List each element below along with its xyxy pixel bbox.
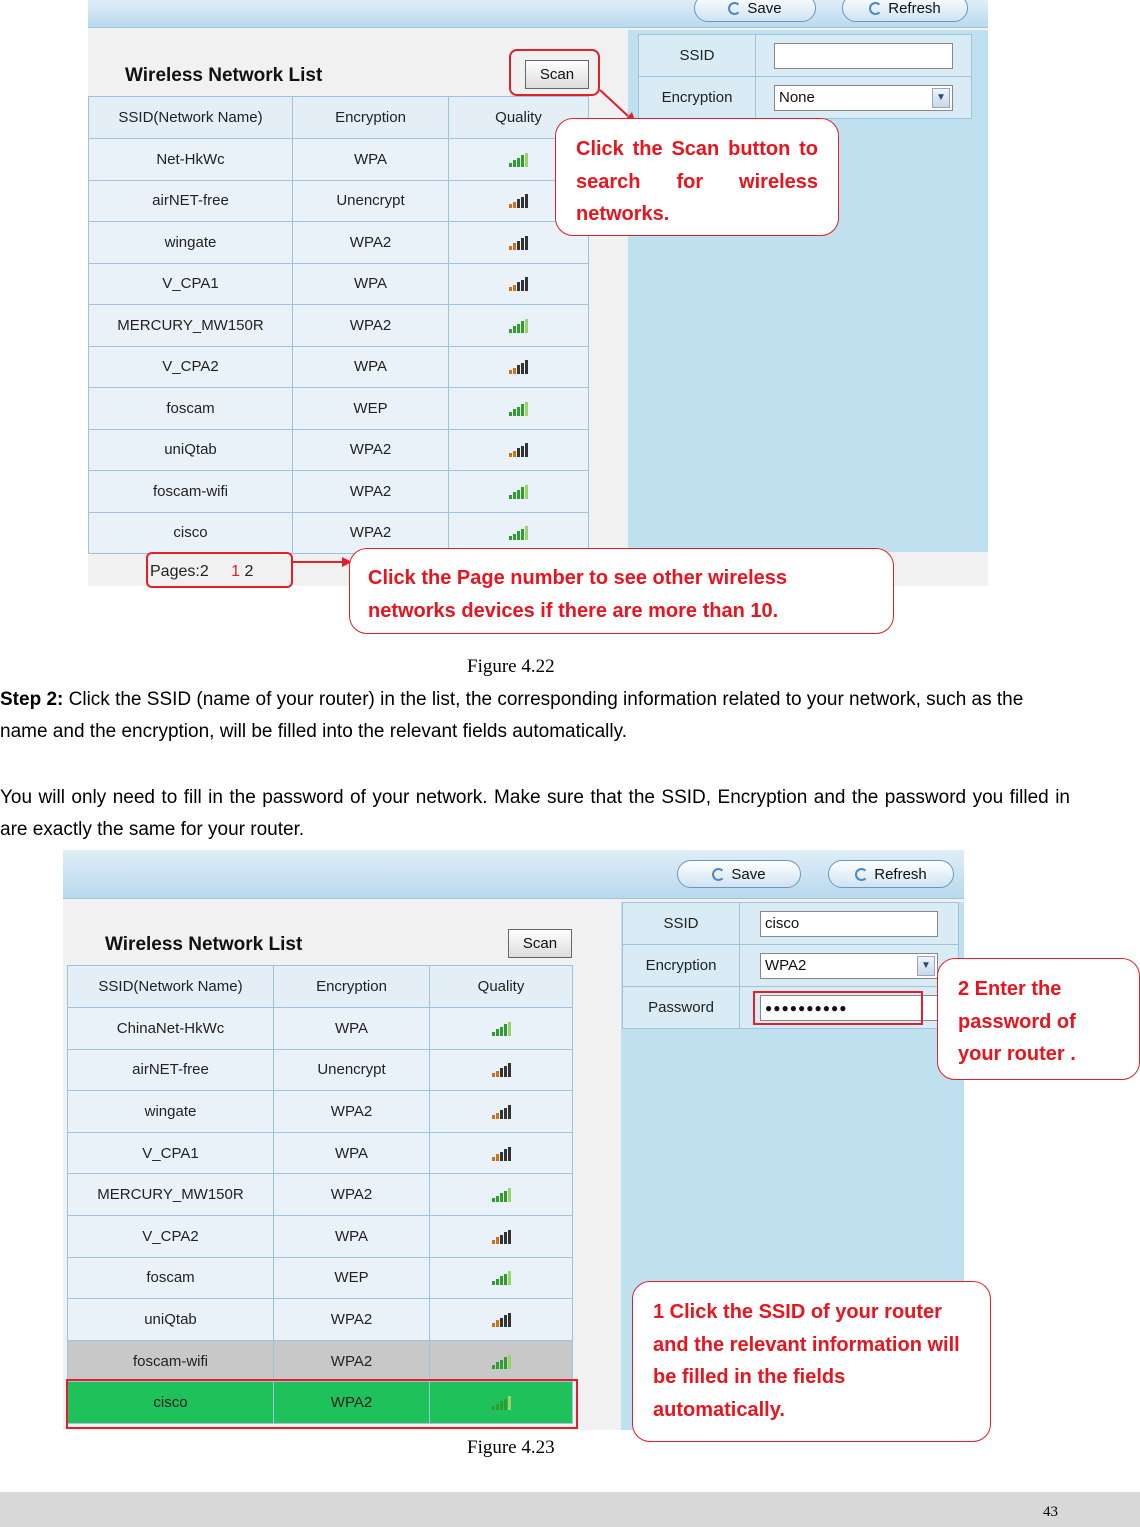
refresh-button[interactable]: Refresh <box>828 860 954 888</box>
encryption-cell: WPA <box>274 1132 430 1174</box>
signal-bar <box>492 1032 495 1036</box>
page-number: 43 <box>1043 1504 1058 1520</box>
encryption-cell: WPA2 <box>293 429 449 471</box>
page-link-2[interactable]: 2 <box>244 563 254 580</box>
signal-bar <box>496 1279 499 1286</box>
signal-bar <box>496 1113 499 1120</box>
ssid-cell[interactable]: V_CPA1 <box>68 1132 274 1174</box>
quality-cell <box>430 1257 573 1299</box>
ssid-cell[interactable]: foscam-wifi <box>89 471 293 513</box>
quality-cell <box>430 1049 573 1091</box>
signal-bar <box>504 1191 507 1203</box>
ssid-cell[interactable]: MERCURY_MW150R <box>89 305 293 347</box>
quality-cell <box>430 1091 573 1133</box>
column-header-encryption: Encryption <box>274 966 430 1008</box>
ssid-cell[interactable]: foscam <box>89 388 293 430</box>
encryption-label: Encryption <box>623 945 740 987</box>
quality-cell <box>430 1008 573 1050</box>
quality-cell <box>430 1132 573 1174</box>
encryption-cell: WPA2 <box>274 1340 430 1382</box>
signal-strength-icon <box>492 1063 511 1077</box>
encryption-cell: WEP <box>274 1257 430 1299</box>
ssid-cell[interactable]: MERCURY_MW150R <box>68 1174 274 1216</box>
chevron-down-icon: ▼ <box>932 88 950 108</box>
table-row[interactable] <box>68 1049 573 1091</box>
encryption-select[interactable] <box>760 953 938 979</box>
scan-button[interactable]: Scan <box>508 929 572 958</box>
encryption-cell: WPA2 <box>293 222 449 264</box>
signal-bar <box>504 1024 507 1036</box>
signal-strength-icon <box>492 1105 511 1119</box>
encryption-cell: WPA2 <box>293 512 449 554</box>
network-table <box>67 965 573 1424</box>
password-highlight-box <box>753 991 923 1025</box>
ssid-cell[interactable]: foscam <box>68 1257 274 1299</box>
callout-scan: Click the Scan button to search for wireless networks. <box>555 118 839 236</box>
pages-label: Pages:2 <box>150 563 209 580</box>
signal-strength-icon <box>492 1271 511 1285</box>
signal-bar <box>492 1198 495 1202</box>
encryption-cell: WEP <box>293 388 449 430</box>
save-icon <box>712 868 725 881</box>
table-row[interactable] <box>68 1008 573 1050</box>
signal-bar <box>500 1110 503 1119</box>
ssid-cell[interactable]: airNET-free <box>68 1049 274 1091</box>
encryption-cell: WPA2 <box>274 1091 430 1133</box>
ssid-cell[interactable]: uniQtab <box>68 1299 274 1341</box>
encryption-cell: WPA2 <box>274 1299 430 1341</box>
signal-bar <box>504 1357 507 1369</box>
quality-cell <box>430 1174 573 1216</box>
signal-strength-icon <box>492 1147 511 1161</box>
encryption-cell: WPA2 <box>274 1382 430 1424</box>
page-footer-bar <box>0 1492 1140 1527</box>
ssid-cell[interactable]: Net-HkWc <box>89 139 293 181</box>
signal-bar <box>500 1027 503 1036</box>
encryption-cell: WPA2 <box>293 471 449 513</box>
signal-bar <box>496 1237 499 1244</box>
toolbar <box>63 850 964 899</box>
signal-bar <box>492 1157 495 1161</box>
ssid-label: SSID <box>639 35 756 77</box>
quality-cell <box>430 1299 573 1341</box>
quality-cell <box>430 1215 573 1257</box>
signal-bar <box>508 1271 511 1285</box>
column-header-quality: Quality <box>449 97 589 139</box>
encryption-cell: WPA <box>293 263 449 305</box>
signal-bar <box>508 1313 511 1327</box>
figure-caption-4-22: Figure 4.22 <box>467 656 555 677</box>
signal-bar <box>492 1323 495 1327</box>
password-paragraph: You will only need to fill in the password of your network. Make sure that the SSID, Encryption and the password you filled in are exactly the same for your router. <box>0 787 1070 840</box>
table-row[interactable] <box>68 1215 573 1257</box>
signal-bar <box>504 1066 507 1078</box>
signal-bar <box>500 1193 503 1202</box>
signal-bar <box>504 1149 507 1161</box>
signal-bar <box>496 1362 499 1369</box>
ssid-cell[interactable]: airNET-free <box>89 180 293 222</box>
ssid-label: SSID <box>623 903 740 945</box>
ssid-cell[interactable]: foscam-wifi <box>68 1340 274 1382</box>
column-header-ssid: SSID(Network Name) <box>68 966 274 1008</box>
signal-strength-icon <box>492 1313 511 1327</box>
signal-strength-icon <box>492 1022 511 1036</box>
signal-bar <box>500 1068 503 1077</box>
table-row[interactable] <box>68 1299 573 1341</box>
ssid-cell[interactable]: wingate <box>89 222 293 264</box>
signal-bar <box>500 1235 503 1244</box>
chevron-down-icon: ▼ <box>917 956 935 976</box>
encryption-value: None <box>779 88 815 106</box>
encryption-cell: Unencrypt <box>293 180 449 222</box>
signal-bar <box>496 1071 499 1078</box>
table-row[interactable] <box>68 1340 573 1382</box>
ssid-cell[interactable]: V_CPA1 <box>89 263 293 305</box>
table-row[interactable] <box>68 1091 573 1133</box>
signal-bar <box>508 1147 511 1161</box>
signal-bar <box>504 1232 507 1244</box>
ssid-cell[interactable]: V_CPA2 <box>89 346 293 388</box>
signal-bar <box>492 1365 495 1369</box>
step2-text: Click the SSID (name of your router) in the list, the corresponding information related to your network, such as the name and the encryption, will be filled into the relevant fields automatically. <box>0 689 1024 742</box>
signal-bar <box>496 1320 499 1327</box>
refresh-button[interactable]: Refresh <box>842 0 968 22</box>
signal-bar <box>500 1276 503 1285</box>
encryption-cell: WPA <box>293 139 449 181</box>
signal-bar <box>500 1152 503 1161</box>
signal-bar <box>508 1355 511 1369</box>
cisco-row-highlight-box <box>66 1379 578 1429</box>
page-link-1[interactable]: 1 <box>231 563 241 580</box>
callout-ssid: 1 Click the SSID of your router and the relevant information will be filled in the fields automatically. <box>632 1281 991 1442</box>
scan-button[interactable]: Scan <box>525 60 589 89</box>
ssid-cell[interactable]: uniQtab <box>89 429 293 471</box>
ssid-cell[interactable]: V_CPA2 <box>68 1215 274 1257</box>
signal-bar <box>496 1154 499 1161</box>
list-title: Wireless Network List <box>105 934 303 955</box>
signal-bar <box>492 1073 495 1077</box>
column-header-encryption: Encryption <box>293 97 449 139</box>
signal-bar <box>496 1029 499 1036</box>
signal-bar <box>504 1274 507 1286</box>
encryption-cell: WPA <box>274 1215 430 1257</box>
list-title: Wireless Network List <box>125 65 323 86</box>
encryption-label: Encryption <box>639 77 756 119</box>
encryption-cell: Unencrypt <box>274 1049 430 1091</box>
ssid-cell[interactable]: wingate <box>68 1091 274 1133</box>
signal-bar <box>492 1240 495 1244</box>
encryption-cell: WPA2 <box>293 305 449 347</box>
signal-bar <box>504 1315 507 1327</box>
column-header-quality: Quality <box>430 966 573 1008</box>
encryption-value: WPA2 <box>765 956 807 974</box>
callout-password: 2 Enter the password of your router . <box>937 958 1140 1080</box>
column-header-ssid: SSID(Network Name) <box>89 97 293 139</box>
ssid-input[interactable]: cisco <box>760 911 938 937</box>
callout-pages: Click the Page number to see other wireless networks devices if there are more than 10. <box>349 548 894 634</box>
signal-bar <box>496 1196 499 1203</box>
signal-bar <box>508 1188 511 1202</box>
signal-strength-icon <box>492 1355 511 1369</box>
signal-bar <box>508 1230 511 1244</box>
table-row[interactable] <box>68 1174 573 1216</box>
signal-bar <box>492 1281 495 1285</box>
step2-lead: Step 2: <box>0 689 64 710</box>
signal-bar <box>508 1105 511 1119</box>
quality-cell <box>430 1340 573 1382</box>
signal-bar <box>500 1360 503 1369</box>
encryption-cell: WPA <box>274 1008 430 1050</box>
ssid-cell[interactable]: cisco <box>68 1382 274 1424</box>
signal-bar <box>504 1108 507 1120</box>
password-label: Password <box>623 987 740 1029</box>
refresh-icon <box>855 868 868 881</box>
signal-bar <box>492 1115 495 1119</box>
ssid-cell[interactable]: cisco <box>89 512 293 554</box>
pages-highlight-box <box>146 552 293 588</box>
password-input[interactable]: ●●●●●●●●●● <box>760 995 938 1021</box>
encryption-cell: WPA <box>293 346 449 388</box>
signal-bar <box>500 1318 503 1327</box>
step2-paragraph <box>0 684 1070 748</box>
signal-strength-icon <box>492 1188 511 1202</box>
ssid-cell[interactable]: ChinaNet-HkWc <box>68 1008 274 1050</box>
signal-bar <box>508 1063 511 1077</box>
encryption-cell: WPA2 <box>274 1174 430 1216</box>
signal-bar <box>508 1022 511 1036</box>
signal-strength-icon <box>492 1230 511 1244</box>
table-row[interactable] <box>68 1257 573 1299</box>
save-button[interactable]: Save <box>694 0 816 22</box>
table-row[interactable] <box>68 1132 573 1174</box>
save-button[interactable]: Save <box>677 860 801 888</box>
figure-caption-4-23: Figure 4.23 <box>467 1437 555 1458</box>
